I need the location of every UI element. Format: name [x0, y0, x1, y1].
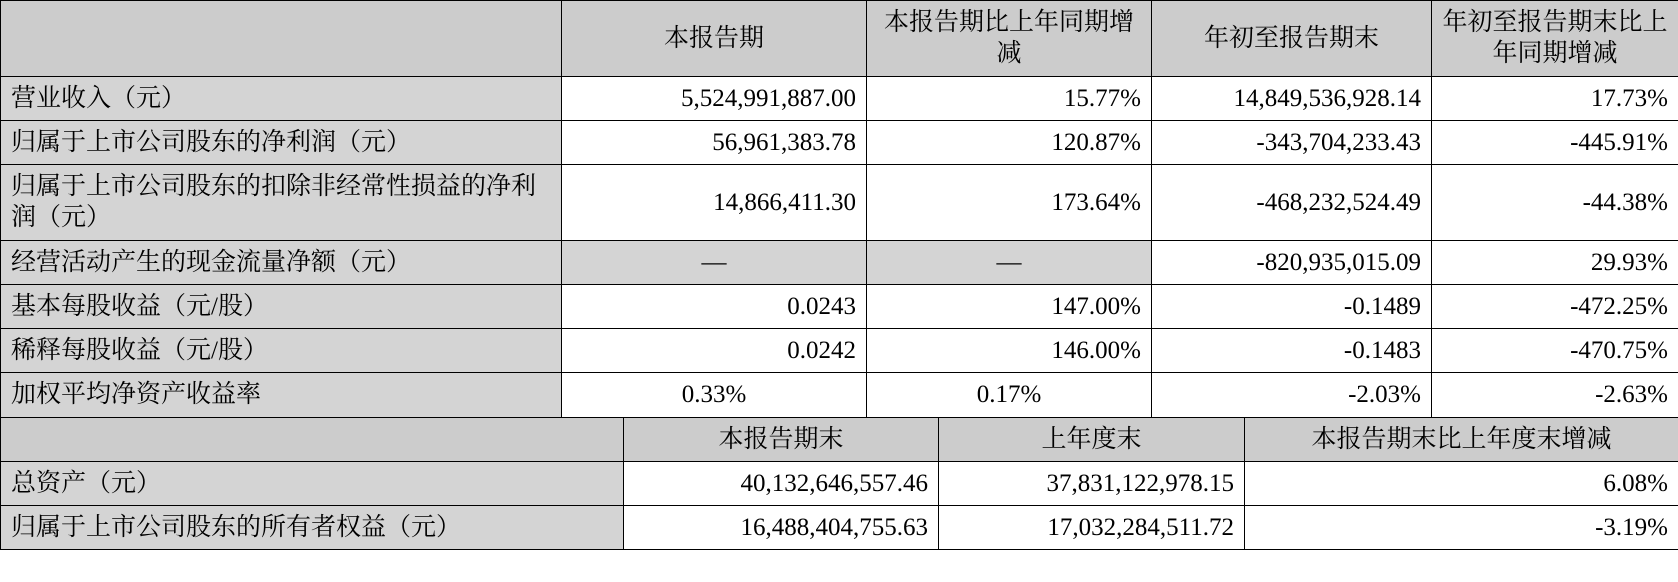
- table-row: [1, 461, 1678, 505]
- header-cell-ytd-yoy: 年初至报告期末比上年同期增减: [1432, 1, 1678, 77]
- cell-value: 29.93%: [1432, 240, 1678, 284]
- row-label: 营业收入（元）: [1, 76, 562, 120]
- cell-value: -445.91%: [1432, 120, 1678, 164]
- cell-value: -468,232,524.49: [1152, 165, 1432, 241]
- table-row: [1, 373, 1678, 417]
- cell-value: -470.75%: [1432, 329, 1678, 373]
- cell-value: 6.08%: [1245, 461, 1678, 505]
- cell-value: 17.73%: [1432, 76, 1678, 120]
- row-label: 归属于上市公司股东的扣除非经常性损益的净利润（元）: [1, 165, 562, 241]
- row-label: 加权平均净资产收益率: [1, 373, 562, 417]
- cell-value: -3.19%: [1245, 506, 1678, 550]
- table-row: [1, 240, 1678, 284]
- cell-value: -2.03%: [1152, 373, 1432, 417]
- header-cell-empty: [1, 418, 624, 462]
- cell-value: -820,935,015.09: [1152, 240, 1432, 284]
- balance-metrics-table: [0, 418, 1678, 551]
- cell-value: 5,524,991,887.00: [562, 76, 867, 120]
- row-label: 总资产（元）: [1, 461, 624, 505]
- cell-value: 147.00%: [867, 284, 1152, 328]
- header-cell-period-end: 本报告期末: [624, 418, 939, 462]
- row-label: 归属于上市公司股东的所有者权益（元）: [1, 506, 624, 550]
- cell-value: 56,961,383.78: [562, 120, 867, 164]
- table-row: [1, 120, 1678, 164]
- cell-value: 14,849,536,928.14: [1152, 76, 1432, 120]
- cell-value: -2.63%: [1432, 373, 1678, 417]
- header-cell-empty: [1, 1, 562, 77]
- cell-value: 16,488,404,755.63: [624, 506, 939, 550]
- table-header-row: [1, 1, 1678, 77]
- header-cell-prior-year-end: 上年度末: [939, 418, 1245, 462]
- cell-value: 120.87%: [867, 120, 1152, 164]
- table-row: [1, 165, 1678, 241]
- cell-value: 0.0243: [562, 284, 867, 328]
- table-row: [1, 284, 1678, 328]
- cell-value: 15.77%: [867, 76, 1152, 120]
- cell-value: 173.64%: [867, 165, 1152, 241]
- table-row: [1, 329, 1678, 373]
- header-cell-ytd: 年初至报告期末: [1152, 1, 1432, 77]
- table-row: [1, 506, 1678, 550]
- table-row: [1, 76, 1678, 120]
- cell-value: —: [867, 240, 1152, 284]
- cell-value: -0.1483: [1152, 329, 1432, 373]
- cell-value: 0.33%: [562, 373, 867, 417]
- header-cell-current-period: 本报告期: [562, 1, 867, 77]
- row-label: 经营活动产生的现金流量净额（元）: [1, 240, 562, 284]
- cell-value: 146.00%: [867, 329, 1152, 373]
- cell-value: 14,866,411.30: [562, 165, 867, 241]
- cell-value: 0.0242: [562, 329, 867, 373]
- table-header-row: [1, 418, 1678, 462]
- row-label: 归属于上市公司股东的净利润（元）: [1, 120, 562, 164]
- cell-value: -44.38%: [1432, 165, 1678, 241]
- cell-value: -343,704,233.43: [1152, 120, 1432, 164]
- cell-value: -472.25%: [1432, 284, 1678, 328]
- row-label: 稀释每股收益（元/股）: [1, 329, 562, 373]
- cell-value: 37,831,122,978.15: [939, 461, 1245, 505]
- row-label: 基本每股收益（元/股）: [1, 284, 562, 328]
- cell-value: 0.17%: [867, 373, 1152, 417]
- cell-value: 40,132,646,557.46: [624, 461, 939, 505]
- cell-value: 17,032,284,511.72: [939, 506, 1245, 550]
- header-cell-period-end-change: 本报告期末比上年度末增减: [1245, 418, 1678, 462]
- header-cell-current-period-yoy: 本报告期比上年同期增减: [867, 1, 1152, 77]
- cell-value: —: [562, 240, 867, 284]
- cell-value: -0.1489: [1152, 284, 1432, 328]
